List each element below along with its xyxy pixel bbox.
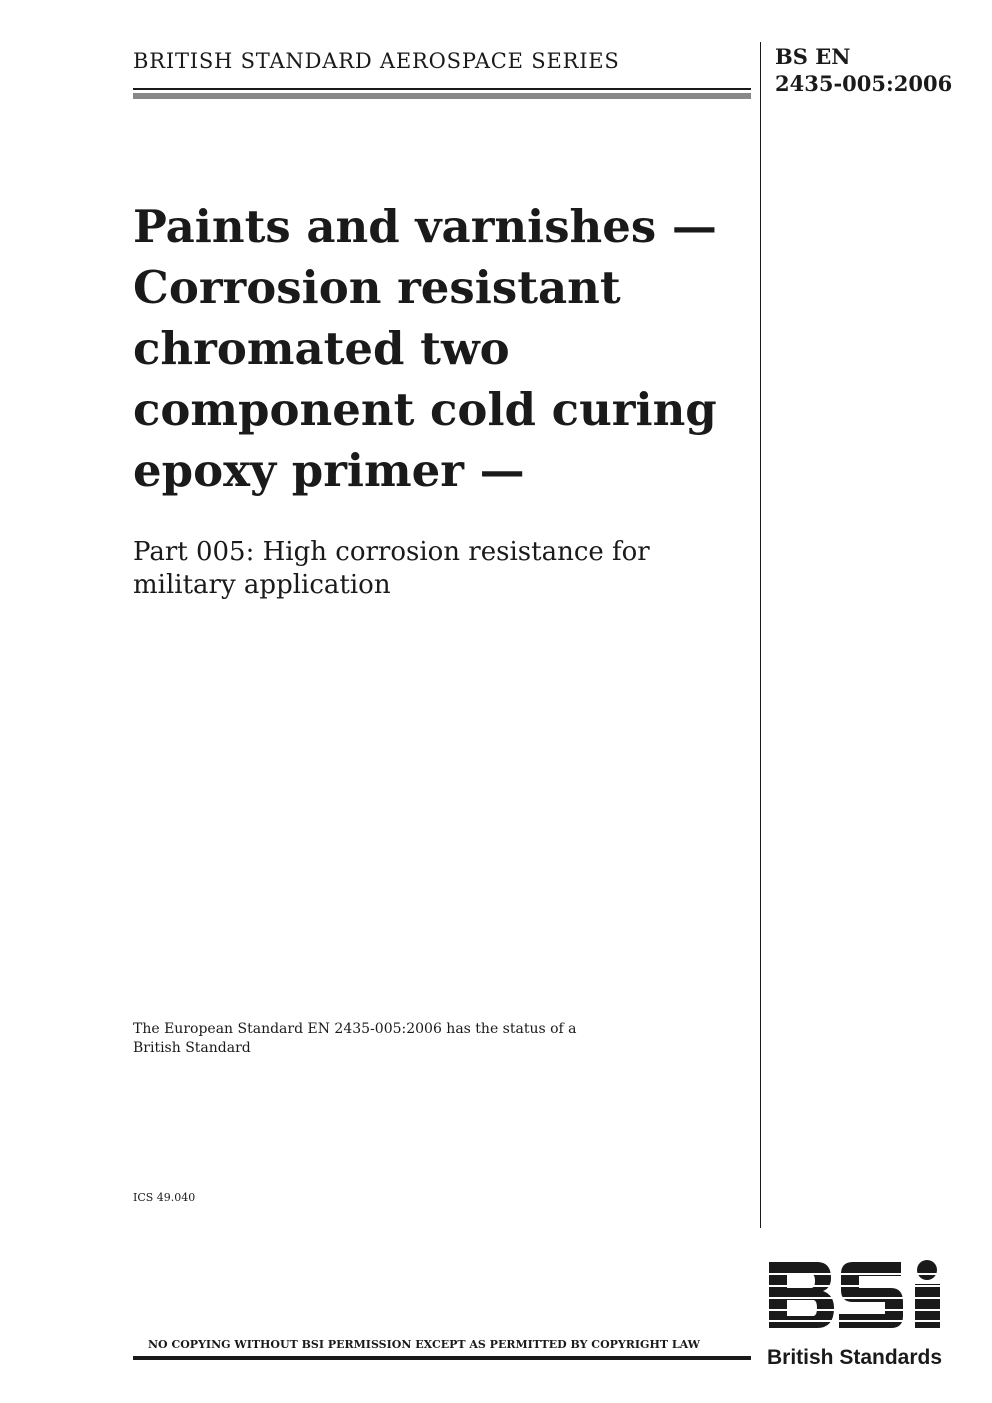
part-subtitle bbox=[133, 536, 753, 602]
document-title bbox=[133, 196, 753, 501]
standard-number-line-1: BS EN bbox=[775, 44, 851, 69]
header-rule-thin bbox=[133, 88, 751, 90]
copyright-notice: NO COPYING WITHOUT BSI PERMISSION EXCEPT AS PERMITTED BY COPYRIGHT LAW bbox=[148, 1338, 700, 1351]
vertical-divider bbox=[760, 42, 761, 1228]
bsi-logo-caption: British Standards bbox=[767, 1346, 943, 1369]
footer-rule bbox=[133, 1356, 751, 1360]
bsi-logo-graphic bbox=[765, 1258, 947, 1372]
bsi-logo bbox=[765, 1258, 947, 1372]
status-line: British Standard bbox=[133, 1040, 251, 1056]
status-statement bbox=[133, 1020, 577, 1058]
title-line: Paints and varnishes — bbox=[133, 200, 717, 253]
title-line: epoxy primer — bbox=[133, 444, 525, 497]
ics-code: ICS 49.040 bbox=[133, 1191, 196, 1204]
title-line: chromated two bbox=[133, 322, 510, 375]
series-heading: BRITISH STANDARD AEROSPACE SERIES bbox=[133, 49, 620, 73]
standard-number bbox=[775, 43, 952, 97]
status-line: The European Standard EN 2435-005:2006 has the status of a bbox=[133, 1021, 577, 1037]
title-line: Corrosion resistant bbox=[133, 261, 621, 314]
part-line: Part 005: High corrosion resistance for bbox=[133, 537, 650, 567]
header-rule-thick bbox=[133, 93, 751, 99]
part-line: military application bbox=[133, 570, 391, 600]
title-line: component cold curing bbox=[133, 383, 717, 436]
standard-number-line-2: 2435-005:2006 bbox=[775, 71, 953, 96]
